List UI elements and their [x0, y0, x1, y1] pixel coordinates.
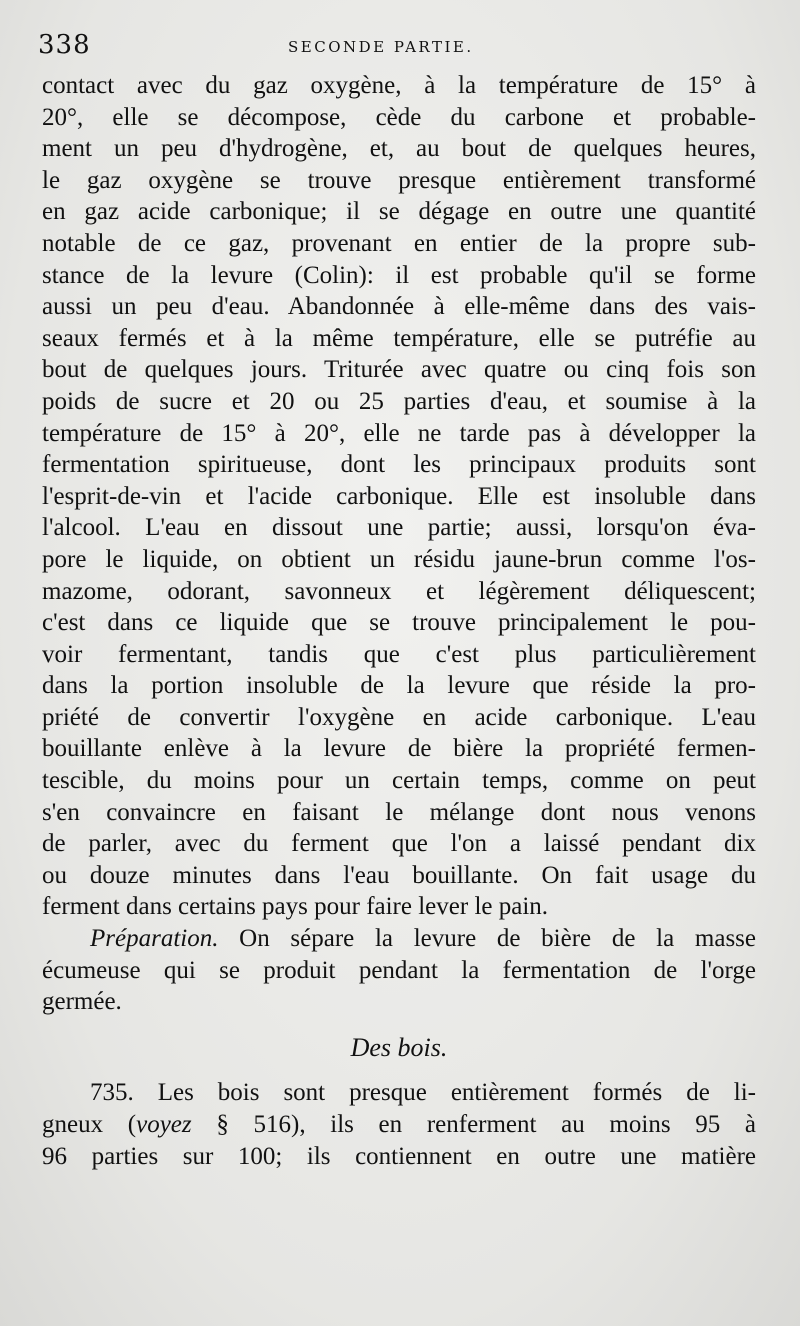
text-line: pore le liquide, on obtient un résidu jaune-brun comme l'os-: [42, 545, 756, 573]
text-line: contact avec du gaz oxygène, à la température de 15° à: [42, 72, 756, 99]
text-line: bout de quelques jours. Triturée avec quatre ou cinq fois son: [42, 356, 756, 384]
text-line: voir fermentant, tandis que c'est plus particulièrement: [42, 640, 756, 668]
text-line: ferment dans certains pays pour faire lever le pain.: [42, 893, 549, 921]
section-heading: Des bois.: [350, 1032, 448, 1062]
text-line: c'est dans ce liquide que se trouve principalement le pou-: [42, 609, 756, 637]
paragraph-735: [42, 1077, 756, 1172]
text-line: mazome, odorant, savonneux et légèrement déliquescent;: [42, 577, 756, 605]
paragraph-preparation: [42, 923, 756, 1018]
text-line: [42, 1077, 756, 1109]
text-line: de parler, avec du ferment que l'on a laissé pendant dix: [42, 830, 756, 858]
text-line: température de 15° à 20°, elle ne tarde pas à développer la: [42, 419, 756, 447]
text-line: 20°, elle se décompose, cède du carbone et probable-: [42, 103, 756, 131]
text-line: le gaz oxygène se trouve presque entièrement transformé: [42, 166, 756, 194]
text-fragment: gneux (: [42, 1111, 137, 1138]
paragraph-text: Les bois sont presque entièrement formés de li-: [133, 1079, 756, 1107]
text-line: [42, 923, 756, 955]
text-line: ment un peu d'hydrogène, et, au bout de quelques heures,: [42, 135, 756, 163]
text-fragment: § 516), ils en renferment au moins 95 à: [191, 1111, 757, 1138]
text-line: en gaz acide carbonique; il se dégage en outre une quantité: [42, 198, 756, 226]
paragraph-number: 735.: [90, 1079, 134, 1107]
text-line: priété de convertir l'oxygène en acide carbonique. L'eau: [42, 703, 756, 731]
text-line: ou douze minutes dans l'eau bouillante. On fait usage du: [42, 861, 756, 889]
text-line: fermentation spiritueuse, dont les principaux produits sont: [42, 451, 756, 479]
body-text: [42, 70, 756, 1172]
text-line: aussi un peu d'eau. Abandonnée à elle-même dans des vais-: [42, 293, 756, 321]
text-line: l'alcool. L'eau en dissout une partie; aussi, lorsqu'on éva-: [42, 514, 756, 542]
text-line: s'en convaincre en faisant le mélange dont nous venons: [42, 798, 756, 826]
text-line: l'esprit-de-vin et l'acide carbonique. Elle est insoluble dans: [42, 482, 756, 510]
page-number: 338: [38, 30, 91, 60]
running-title: SECONDE PARTIE.: [288, 38, 474, 56]
text-line: stance de la levure (Colin): il est probable qu'il se forme: [42, 261, 756, 289]
text-line: tescible, du moins pour un certain temps, comme on peut: [42, 767, 756, 795]
text-line: germée.: [42, 988, 122, 1016]
text-line: dans la portion insoluble de la levure que réside la pro-: [42, 672, 756, 700]
text-line: poids de sucre et 20 ou 25 parties d'eau, et soumise à la: [42, 387, 756, 415]
cross-reference: voyez: [136, 1111, 192, 1138]
paragraph-levure: [42, 70, 756, 923]
page-header: [38, 30, 768, 64]
text-line: écumeuse qui se produit pendant la fermentation de l'orge: [42, 956, 756, 984]
text-line: [42, 1109, 756, 1141]
preparation-text: On sépare la levure de bière de la masse: [218, 925, 756, 953]
text-line: bouillante enlève à la levure de bière la propriété fermen-: [42, 735, 756, 763]
text-line: seaux fermés et à la même température, elle se putréfie au: [42, 324, 756, 352]
preparation-label: Préparation.: [90, 925, 219, 953]
text-line: 96 parties sur 100; ils contiennent en outre une matière: [42, 1142, 756, 1170]
text-line: notable de ce gaz, provenant en entier de la propre sub-: [42, 229, 756, 257]
